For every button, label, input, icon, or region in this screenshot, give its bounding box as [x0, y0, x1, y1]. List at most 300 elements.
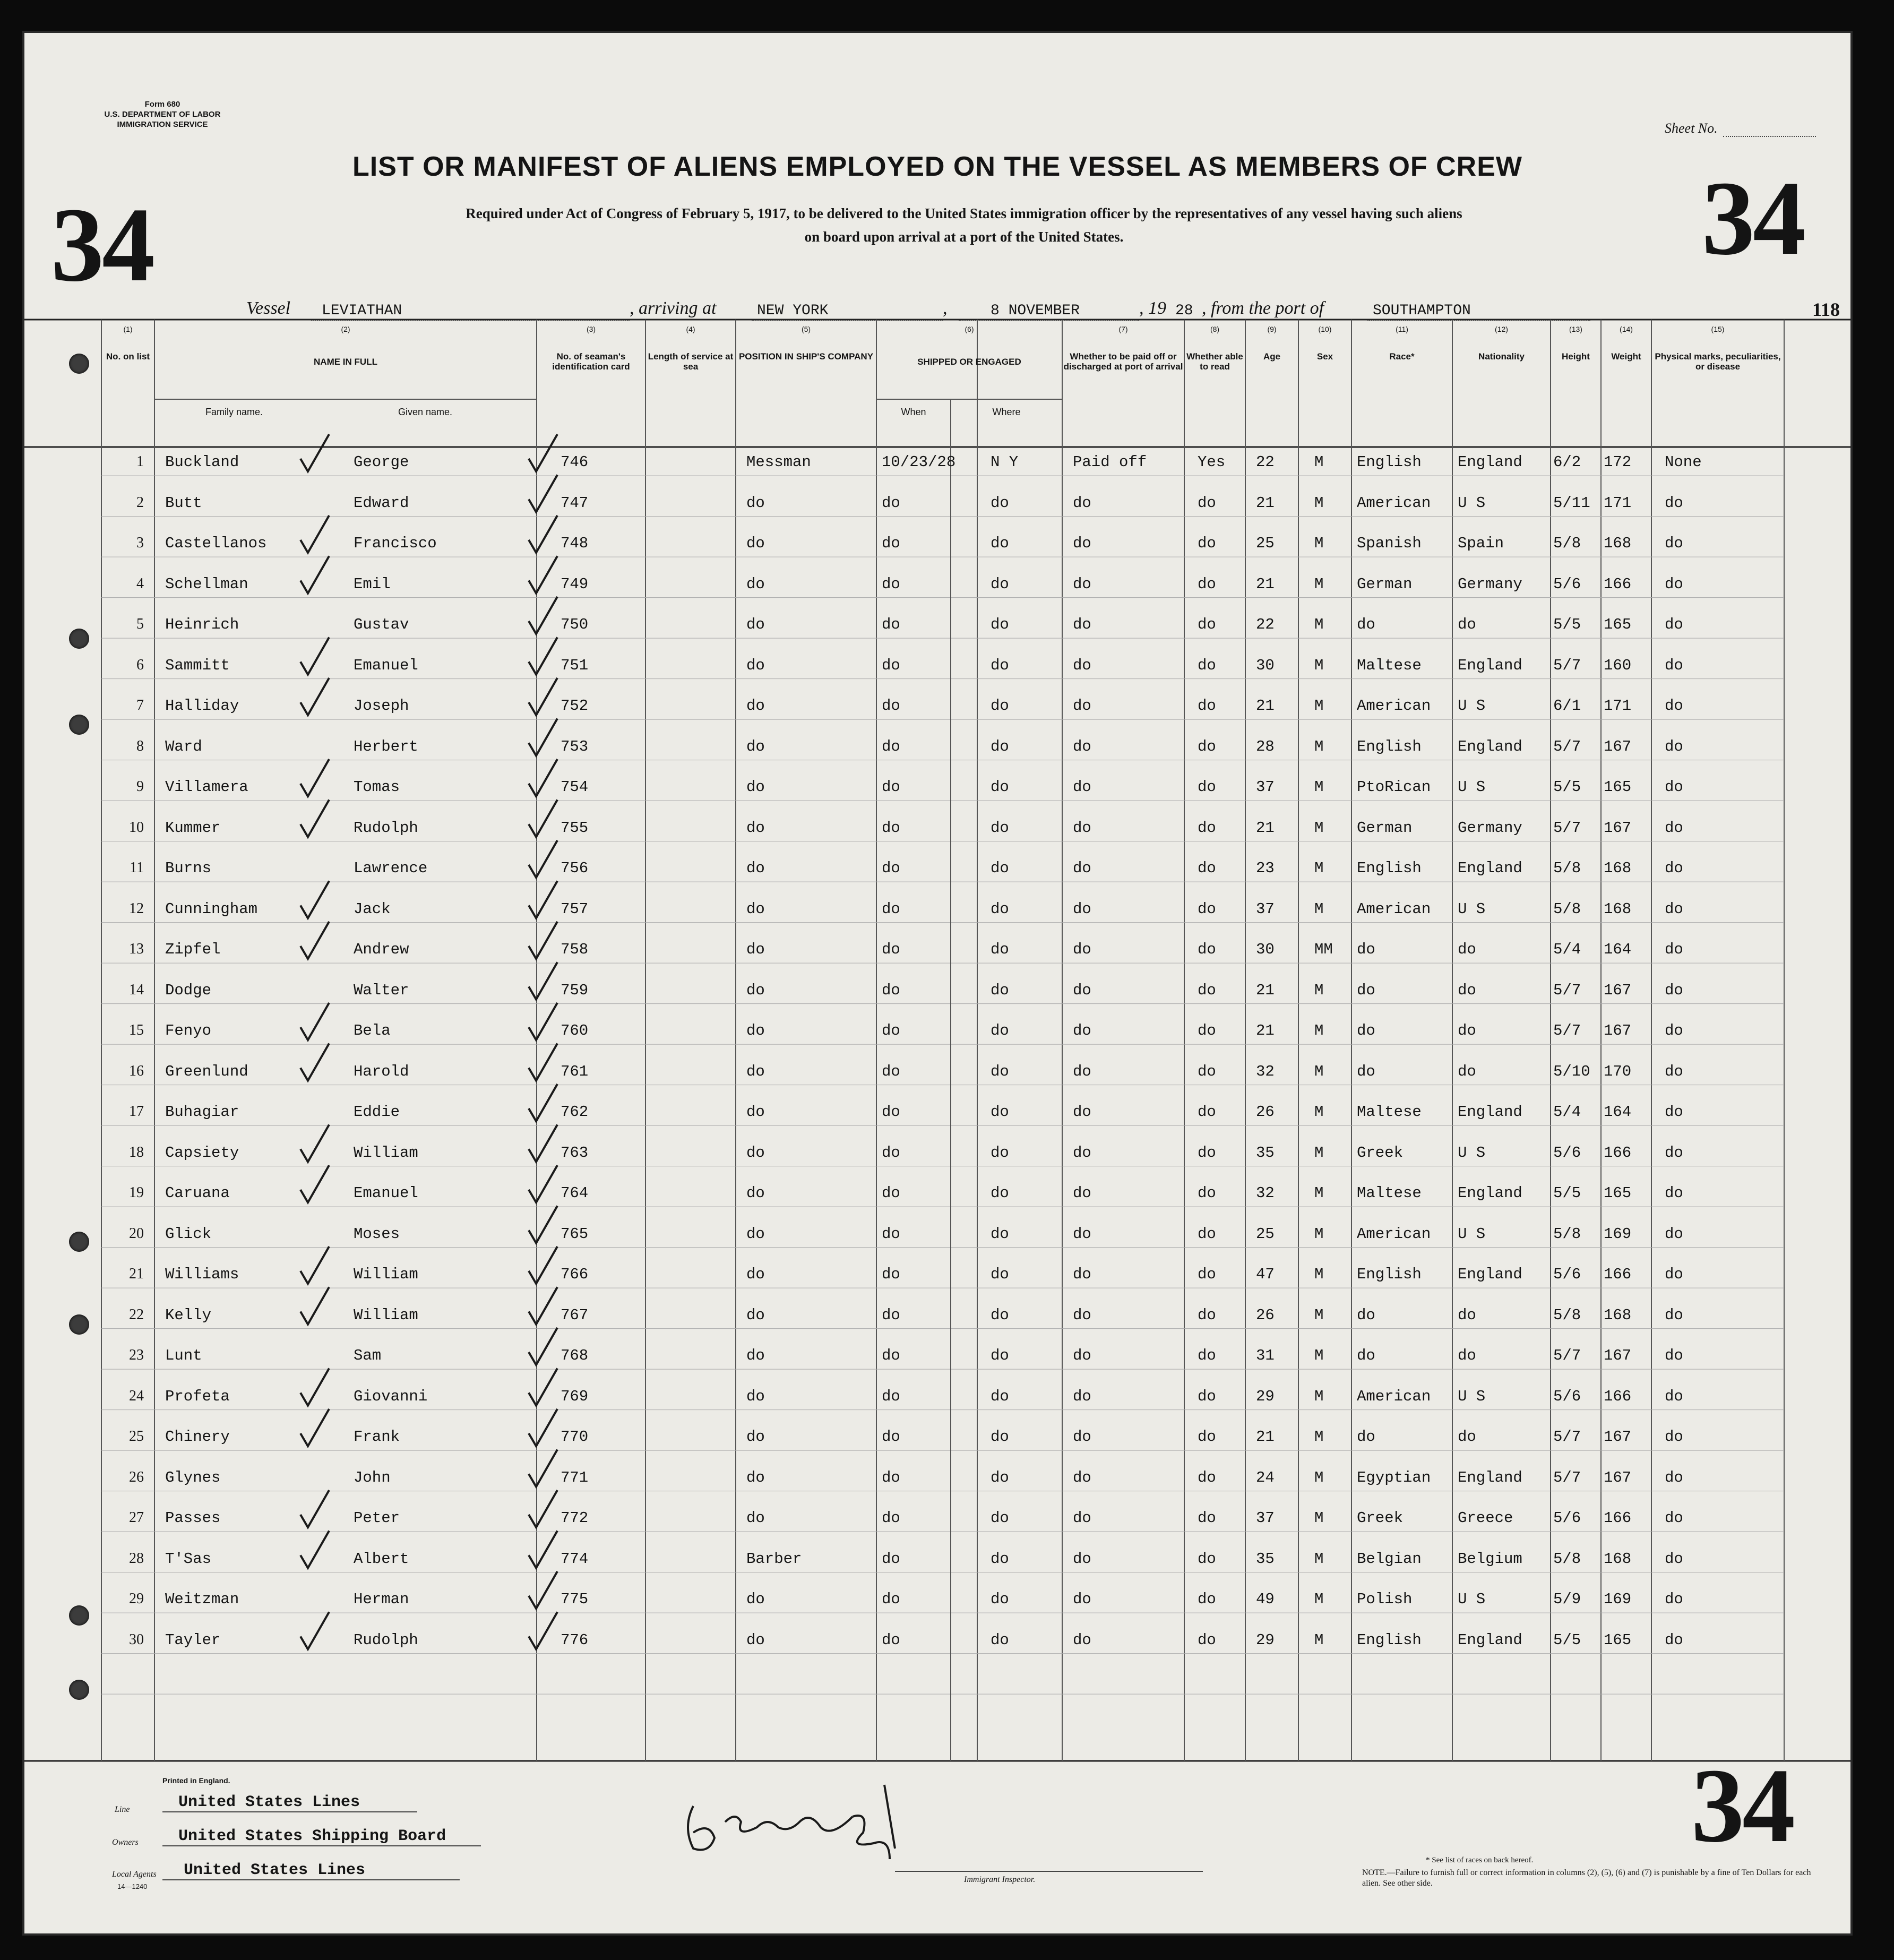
cell-paid: do — [1073, 535, 1091, 552]
cell-paid: do — [1073, 737, 1091, 755]
sheet-stamp-left: 34 — [51, 186, 153, 304]
cell-height: 5/8 — [1553, 1550, 1581, 1568]
cell-age: 30 — [1256, 656, 1275, 674]
cell-when: do — [882, 1468, 900, 1486]
cell-card: 754 — [561, 778, 589, 796]
cell-card: 749 — [561, 575, 589, 593]
cell-sex: M — [1314, 616, 1324, 633]
row-number: 4 — [136, 575, 144, 592]
form-number: Form 680 — [144, 100, 180, 109]
check-mark — [529, 515, 557, 553]
cell-weight: 166 — [1604, 575, 1632, 593]
cell-read: do — [1198, 1225, 1216, 1243]
cell-paid: do — [1073, 1591, 1091, 1608]
column-number: (11) — [1396, 325, 1408, 333]
cell-given: Moses — [354, 1225, 400, 1243]
cell-card: 764 — [561, 1184, 589, 1202]
check-mark — [529, 800, 557, 837]
row-number: 6 — [136, 656, 144, 673]
row-number: 23 — [129, 1347, 144, 1363]
cell-height: 5/8 — [1553, 1225, 1581, 1243]
cell-marks: do — [1665, 1468, 1683, 1486]
cell-sex: M — [1314, 1550, 1324, 1568]
cell-read: do — [1198, 1428, 1216, 1446]
cell-age: 35 — [1256, 1144, 1275, 1162]
sheet-stamp-right: 34 — [1702, 160, 1804, 277]
column-number: (5) — [801, 325, 811, 333]
line-fill-line — [162, 1811, 417, 1812]
cell-weight: 166 — [1604, 1144, 1632, 1162]
cell-race: do — [1357, 1306, 1375, 1324]
cell-height: 5/5 — [1553, 616, 1581, 633]
cell-where: do — [991, 1062, 1009, 1080]
cell-age: 28 — [1256, 737, 1275, 755]
cell-paid: do — [1073, 1509, 1091, 1527]
column-header: No. of seaman's identification card — [552, 351, 630, 372]
cell-family: Caruana — [165, 1184, 230, 1202]
cell-read: do — [1198, 1468, 1216, 1486]
cell-when: do — [882, 1631, 900, 1649]
cell-weight: 164 — [1604, 1103, 1632, 1121]
cell-where: do — [991, 1144, 1009, 1162]
cell-nationality: England — [1458, 737, 1522, 755]
cell-weight: 167 — [1604, 737, 1632, 755]
cell-position: do — [746, 1591, 765, 1608]
cell-nationality: England — [1458, 1103, 1522, 1121]
check-mark — [529, 1165, 557, 1202]
cell-when: do — [882, 1509, 900, 1527]
cell-family: Dodge — [165, 981, 212, 999]
cell-nationality: do — [1458, 1347, 1476, 1364]
cell-marks: do — [1665, 1184, 1683, 1202]
race-note: * See list of races on back hereof. — [1426, 1856, 1534, 1864]
cell-race: do — [1357, 1062, 1375, 1080]
check-mark — [529, 719, 557, 756]
cell-where: N Y — [991, 453, 1019, 471]
cell-given: Tomas — [354, 778, 400, 796]
cell-height: 5/6 — [1553, 1509, 1581, 1527]
cell-sex: M — [1314, 859, 1324, 877]
punch-hole — [69, 1232, 89, 1252]
cell-given: George — [354, 453, 409, 471]
cell-height: 5/11 — [1553, 494, 1590, 512]
subtitle-line-1: Required under Act of Congress of February 5, 1917, to be delivered to the United States immigration officer by the representatives of any vessel having such aliens — [466, 205, 1462, 221]
cell-race: Egyptian — [1357, 1468, 1431, 1486]
cell-read: do — [1198, 859, 1216, 877]
cell-position: do — [746, 737, 765, 755]
cell-weight: 168 — [1604, 1550, 1632, 1568]
cell-when: do — [882, 737, 900, 755]
form-code: 14—1240 — [117, 1882, 148, 1890]
cell-card: 770 — [561, 1428, 589, 1446]
cell-family: Williams — [165, 1266, 239, 1283]
check-mark — [529, 1044, 557, 1081]
cell-where: do — [991, 1184, 1009, 1202]
cell-read: do — [1198, 656, 1216, 674]
cell-card: 751 — [561, 656, 589, 674]
cell-where: do — [991, 737, 1009, 755]
cell-sex: M — [1314, 1266, 1324, 1283]
cell-nationality: Spain — [1458, 535, 1504, 552]
cell-given: William — [354, 1266, 418, 1283]
cell-position: do — [746, 1225, 765, 1243]
cell-family: Butt — [165, 494, 202, 512]
agents-fill-line — [162, 1879, 460, 1880]
cell-position: do — [746, 1306, 765, 1324]
cell-race: American — [1357, 697, 1431, 715]
cell-marks: do — [1665, 1509, 1683, 1527]
cell-given: Rudolph — [354, 1631, 418, 1649]
cell-paid: do — [1073, 900, 1091, 918]
cell-weight: 168 — [1604, 900, 1632, 918]
cell-position: do — [746, 697, 765, 715]
cell-weight: 167 — [1604, 819, 1632, 837]
check-mark — [300, 1287, 329, 1325]
cell-sex: MM — [1314, 941, 1333, 958]
cell-sex: M — [1314, 1387, 1324, 1405]
cell-where: do — [991, 778, 1009, 796]
cell-where: do — [991, 941, 1009, 958]
cell-paid: do — [1073, 859, 1091, 877]
check-mark — [300, 922, 329, 959]
check-mark — [529, 1247, 557, 1284]
penalty-note: NOTE.—Failure to furnish full or correct information in columns (2), (5), (6) and (7) is punishable by a fine of Ten Dollars for each alien. See other side. — [1362, 1868, 1811, 1888]
cell-sex: M — [1314, 535, 1324, 552]
cell-card: 755 — [561, 819, 589, 837]
cell-weight: 167 — [1604, 1022, 1632, 1039]
cell-where: do — [991, 1225, 1009, 1243]
cell-given: John — [354, 1468, 391, 1486]
cell-given: Walter — [354, 981, 409, 999]
cell-where: do — [991, 1591, 1009, 1608]
cell-nationality: Germany — [1458, 575, 1522, 593]
column-number: (3) — [586, 325, 596, 333]
column-header: Height — [1562, 351, 1590, 362]
cell-paid: do — [1073, 616, 1091, 633]
cell-card: 766 — [561, 1266, 589, 1283]
cell-family: Schellman — [165, 575, 248, 593]
cell-race: German — [1357, 575, 1413, 593]
cell-when: do — [882, 1306, 900, 1324]
cell-age: 37 — [1256, 1509, 1275, 1527]
cell-weight: 171 — [1604, 697, 1632, 715]
cell-read: do — [1198, 535, 1216, 552]
line-label: Line — [115, 1805, 130, 1814]
cell-weight: 169 — [1604, 1225, 1632, 1243]
cell-marks: do — [1665, 1631, 1683, 1649]
cell-where: do — [991, 1387, 1009, 1405]
cell-where: do — [991, 981, 1009, 999]
cell-marks: do — [1665, 859, 1683, 877]
cell-paid: do — [1073, 1387, 1091, 1405]
cell-position: do — [746, 616, 765, 633]
cell-position: do — [746, 494, 765, 512]
column-number: (6) — [965, 325, 974, 333]
cell-read: do — [1198, 494, 1216, 512]
cell-race: Maltese — [1357, 1184, 1422, 1202]
cell-marks: do — [1665, 697, 1683, 715]
cell-height: 5/6 — [1553, 1266, 1581, 1283]
cell-position: do — [746, 1062, 765, 1080]
cell-where: do — [991, 1103, 1009, 1121]
inspector-signature-line — [895, 1871, 1203, 1872]
row-number: 2 — [136, 494, 144, 511]
cell-when: do — [882, 900, 900, 918]
cell-card: 753 — [561, 737, 589, 755]
cell-weight: 166 — [1604, 1509, 1632, 1527]
cell-where: do — [991, 1347, 1009, 1364]
cell-family: Lunt — [165, 1347, 202, 1364]
cell-where: do — [991, 900, 1009, 918]
cell-when: do — [882, 1225, 900, 1243]
column-number: (9) — [1267, 325, 1277, 333]
check-mark — [529, 1450, 557, 1487]
cell-position: do — [746, 656, 765, 674]
cell-family: T'Sas — [165, 1550, 212, 1568]
cell-race: American — [1357, 494, 1431, 512]
cell-paid: do — [1073, 1103, 1091, 1121]
cell-given: Harold — [354, 1062, 409, 1080]
cell-marks: do — [1665, 1550, 1683, 1568]
cell-position: Barber — [746, 1550, 802, 1568]
cell-paid: do — [1073, 1631, 1091, 1649]
cell-height: 5/7 — [1553, 1428, 1581, 1446]
cell-read: do — [1198, 697, 1216, 715]
punch-hole — [69, 629, 89, 649]
column-header: Weight — [1611, 351, 1641, 362]
cell-family: Kelly — [165, 1306, 212, 1324]
cell-height: 5/5 — [1553, 1631, 1581, 1649]
cell-when: do — [882, 859, 900, 877]
page-number: 118 — [1812, 299, 1840, 320]
cell-position: do — [746, 859, 765, 877]
check-mark — [529, 1328, 557, 1365]
check-mark — [300, 1490, 329, 1527]
cell-read: do — [1198, 1062, 1216, 1080]
cell-read: do — [1198, 1387, 1216, 1405]
check-mark — [529, 1531, 557, 1568]
cell-sex: M — [1314, 1468, 1324, 1486]
agents-label: Local Agents — [112, 1870, 157, 1879]
cell-age: 26 — [1256, 1306, 1275, 1324]
check-mark — [529, 1206, 557, 1243]
cell-card: 776 — [561, 1631, 589, 1649]
column-header: POSITION IN SHIP'S COMPANY — [738, 351, 874, 362]
cell-sex: M — [1314, 1144, 1324, 1162]
department-name: U.S. DEPARTMENT OF LABOR — [104, 110, 221, 119]
row-number: 28 — [129, 1550, 144, 1567]
cell-race: do — [1357, 1347, 1375, 1364]
cell-where: do — [991, 1550, 1009, 1568]
service-name: IMMIGRATION SERVICE — [117, 120, 208, 129]
cell-paid: do — [1073, 1550, 1091, 1568]
cell-given: Giovanni — [354, 1387, 428, 1405]
column-subheader: Family name. — [205, 407, 263, 417]
cell-paid: do — [1073, 1225, 1091, 1243]
cell-card: 767 — [561, 1306, 589, 1324]
check-mark — [300, 1125, 329, 1162]
cell-card: 761 — [561, 1062, 589, 1080]
arrival-year: 28 — [1175, 303, 1193, 319]
vessel-name: LEVIATHAN — [322, 303, 402, 319]
cell-race: Greek — [1357, 1144, 1404, 1162]
cell-nationality: England — [1458, 453, 1522, 471]
column-header: Age — [1263, 351, 1281, 362]
cell-race: American — [1357, 1387, 1431, 1405]
cell-paid: do — [1073, 1022, 1091, 1039]
cell-sex: M — [1314, 1103, 1324, 1121]
cell-height: 5/6 — [1553, 1387, 1581, 1405]
cell-read: do — [1198, 1591, 1216, 1608]
check-mark — [529, 1003, 557, 1040]
cell-paid: do — [1073, 778, 1091, 796]
cell-marks: do — [1665, 575, 1683, 593]
cell-read: do — [1198, 941, 1216, 958]
cell-read: do — [1198, 1550, 1216, 1568]
cell-where: do — [991, 575, 1009, 593]
row-number: 27 — [129, 1509, 144, 1526]
check-mark — [529, 881, 557, 918]
punch-hole — [69, 354, 89, 374]
cell-given: Edward — [354, 494, 409, 512]
cell-age: 26 — [1256, 1103, 1275, 1121]
subtitle-line-2: on board upon arrival at a port of the United States. — [804, 229, 1124, 245]
cell-weight: 169 — [1604, 1591, 1632, 1608]
cell-nationality: U S — [1458, 1387, 1486, 1405]
cell-family: Capsiety — [165, 1144, 239, 1162]
cell-marks: do — [1665, 1387, 1683, 1405]
cell-paid: do — [1073, 1306, 1091, 1324]
cell-height: 5/8 — [1553, 1306, 1581, 1324]
cell-given: Eddie — [354, 1103, 400, 1121]
cell-marks: do — [1665, 656, 1683, 674]
cell-given: William — [354, 1306, 418, 1324]
column-number: (14) — [1620, 325, 1633, 333]
cell-sex: M — [1314, 900, 1324, 918]
cell-age: 22 — [1256, 616, 1275, 633]
cell-card: 760 — [561, 1022, 589, 1039]
cell-nationality: U S — [1458, 1144, 1486, 1162]
cell-sex: M — [1314, 697, 1324, 715]
cell-card: 747 — [561, 494, 589, 512]
cell-age: 49 — [1256, 1591, 1275, 1608]
cell-nationality: England — [1458, 859, 1522, 877]
cell-family: Buhagiar — [165, 1103, 239, 1121]
cell-nationality: do — [1458, 941, 1476, 958]
cell-weight: 165 — [1604, 1631, 1632, 1649]
cell-card: 748 — [561, 535, 589, 552]
cell-weight: 164 — [1604, 941, 1632, 958]
cell-when: do — [882, 1387, 900, 1405]
cell-read: do — [1198, 1103, 1216, 1121]
cell-nationality: England — [1458, 1468, 1522, 1486]
cell-position: do — [746, 1184, 765, 1202]
check-mark — [529, 962, 557, 1000]
cell-paid: do — [1073, 1144, 1091, 1162]
cell-race: Maltese — [1357, 1103, 1422, 1121]
column-number: (8) — [1210, 325, 1220, 333]
cell-family: Sammitt — [165, 656, 230, 674]
cell-when: do — [882, 1428, 900, 1446]
cell-sex: M — [1314, 819, 1324, 837]
cell-weight: 165 — [1604, 616, 1632, 633]
row-number: 15 — [129, 1022, 144, 1038]
check-mark — [300, 515, 329, 553]
column-header: Whether to be paid off or discharged at port of arrival — [1063, 351, 1183, 372]
cell-height: 5/7 — [1553, 737, 1581, 755]
cell-position: do — [746, 1022, 765, 1039]
cell-family: Passes — [165, 1509, 221, 1527]
row-number: 22 — [129, 1306, 144, 1323]
cell-position: do — [746, 535, 765, 552]
cell-age: 35 — [1256, 1550, 1275, 1568]
cell-given: Emanuel — [354, 1184, 418, 1202]
punch-hole — [69, 715, 89, 735]
row-number: 29 — [129, 1591, 144, 1607]
cell-paid: do — [1073, 819, 1091, 837]
cell-card: 763 — [561, 1144, 589, 1162]
punch-hole — [69, 1680, 89, 1700]
cell-when: do — [882, 616, 900, 633]
cell-race: do — [1357, 1022, 1375, 1039]
row-number: 24 — [129, 1387, 144, 1404]
cell-marks: do — [1665, 900, 1683, 918]
cell-nationality: U S — [1458, 1591, 1486, 1608]
cell-nationality: do — [1458, 981, 1476, 999]
cell-age: 30 — [1256, 941, 1275, 958]
cell-nationality: do — [1458, 1062, 1476, 1080]
column-number: (1) — [123, 325, 133, 333]
cell-when: do — [882, 1144, 900, 1162]
inspector-label: Immigrant Inspector. — [964, 1875, 1036, 1884]
row-number: 30 — [129, 1631, 144, 1648]
cell-when: do — [882, 1591, 900, 1608]
cell-card: 750 — [561, 616, 589, 633]
cell-age: 21 — [1256, 981, 1275, 999]
check-mark — [529, 1287, 557, 1325]
cell-nationality: Germany — [1458, 819, 1522, 837]
cell-paid: do — [1073, 1468, 1091, 1486]
cell-paid: do — [1073, 697, 1091, 715]
cell-marks: do — [1665, 1022, 1683, 1039]
cell-family: Burns — [165, 859, 212, 877]
cell-age: 24 — [1256, 1468, 1275, 1486]
cell-height: 5/5 — [1553, 1184, 1581, 1202]
cell-position: do — [746, 1347, 765, 1364]
cell-height: 6/1 — [1553, 697, 1581, 715]
cell-sex: M — [1314, 1428, 1324, 1446]
row-number: 17 — [129, 1103, 144, 1120]
cell-nationality: Belgium — [1458, 1550, 1522, 1568]
row-number: 14 — [129, 981, 144, 998]
cell-sex: M — [1314, 494, 1324, 512]
column-header: Length of service at sea — [648, 351, 734, 372]
cell-paid: do — [1073, 1184, 1091, 1202]
cell-card: 768 — [561, 1347, 589, 1364]
cell-weight: 167 — [1604, 1468, 1632, 1486]
check-mark — [300, 759, 329, 796]
cell-read: do — [1198, 1631, 1216, 1649]
row-number: 13 — [129, 941, 144, 957]
cell-when: do — [882, 1347, 900, 1364]
cell-nationality: do — [1458, 1022, 1476, 1039]
check-mark — [529, 922, 557, 959]
cell-position: do — [746, 1103, 765, 1121]
cell-paid: do — [1073, 1428, 1091, 1446]
cell-marks: do — [1665, 778, 1683, 796]
cell-nationality: U S — [1458, 697, 1486, 715]
cell-given: Frank — [354, 1428, 400, 1446]
